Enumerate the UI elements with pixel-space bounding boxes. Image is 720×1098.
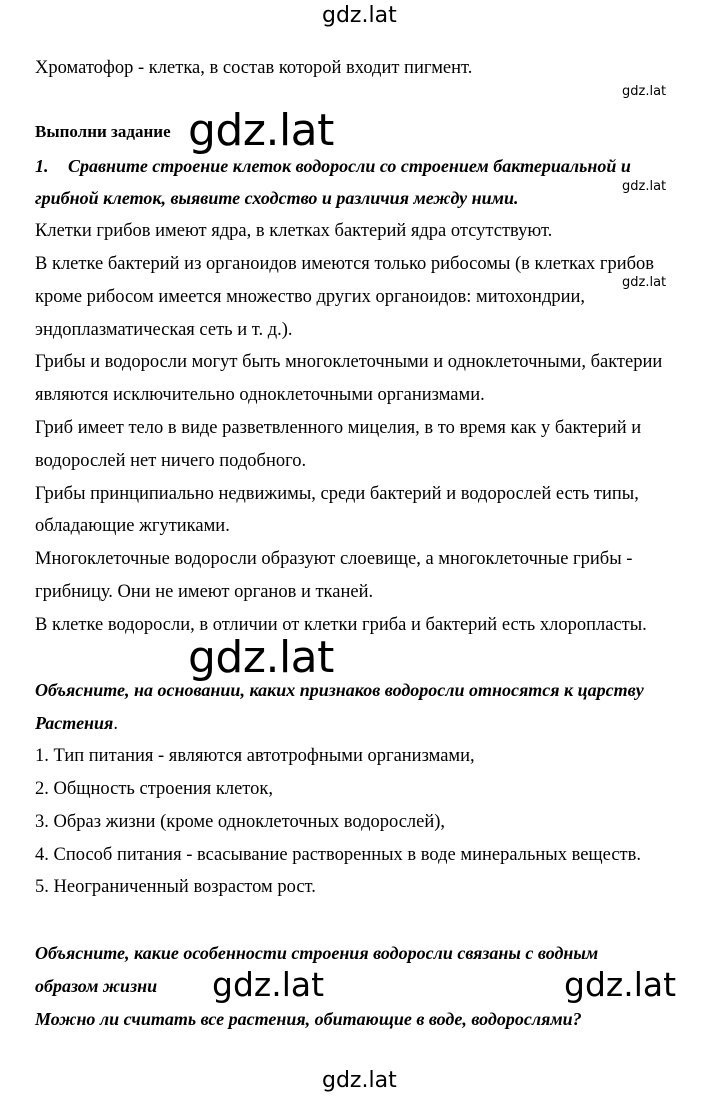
answer-line: Клетки грибов имеют ядра, в клетках бактерий ядра отсутствуют.: [35, 221, 553, 241]
answer-line: водорослей нет ничего подобного.: [35, 451, 307, 471]
answer-line: Гриб имеет тело в виде разветвленного мицелия, в то время как у бактерий и: [35, 418, 642, 438]
answer-line: В клетке бактерий из органоидов имеются только рибосомы (в клетках грибов: [35, 254, 654, 274]
definition-text: Хроматофор - клетка, в состав которой входит пигмент.: [35, 58, 473, 78]
question-text: Сравните строение клеток водоросли со строением бактериальной и: [68, 156, 631, 176]
answer-line: кроме рибосом имеется множество других органоидов: митохондрии,: [35, 287, 586, 307]
question-1-line-1: [35, 156, 631, 177]
list-item: 5. Неограниченный возрастом рост.: [35, 877, 316, 897]
answer-line: обладающие жгутиками.: [35, 516, 230, 536]
watermark-small: gdz.lat: [622, 84, 667, 99]
watermark-mid: gdz.lat: [212, 965, 325, 1004]
list-item: 1. Тип питания - являются автотрофными организмами,: [35, 746, 475, 766]
question-text-tail: .: [113, 714, 118, 734]
answer-line: грибницу. Они не имеют органов и тканей.: [35, 582, 374, 602]
list-item: 3. Образ жизни (кроме одноклеточных водорослей),: [35, 812, 446, 832]
watermark-small: gdz.lat: [622, 275, 667, 290]
question-2-line-1: Объясните, на основании, каких признаков водоросли относятся к царству: [35, 680, 644, 700]
list-item: 4. Способ питания - всасывание растворенных в воде минеральных веществ.: [35, 845, 641, 865]
answer-line: В клетке водоросли, в отличии от клетки гриба и бактерий есть хлоропласты.: [35, 615, 647, 635]
watermark-bottom: gdz.lat: [322, 1068, 397, 1093]
question-3-line-1: Объясните, какие особенности строения водоросли связаны с водным: [35, 943, 599, 963]
question-3-line-2: образом жизни: [35, 976, 158, 996]
list-item: 2. Общность строения клеток,: [35, 779, 274, 799]
answer-line: эндоплазматическая сеть и т. д.).: [35, 320, 293, 340]
question-4: Можно ли считать все растения, обитающие в воде, водорослями?: [35, 1009, 582, 1029]
watermark-top: gdz.lat: [322, 3, 397, 28]
question-text: Растения: [35, 713, 114, 733]
watermark-big: gdz.lat: [188, 632, 334, 683]
question-1-line-2: грибной клеток, выявите сходство и различия между ними.: [35, 188, 519, 208]
answer-line: являются исключительно одноклеточными организмами.: [35, 385, 485, 405]
answer-line: Грибы принципиально недвижимы, среди бактерий и водорослей есть типы,: [35, 484, 639, 504]
watermark-small: gdz.lat: [622, 179, 667, 194]
watermark-mid: gdz.lat: [564, 965, 677, 1004]
question-2-line-2: [35, 713, 118, 735]
task-heading: Выполни задание: [35, 122, 171, 141]
answer-line: Многоклеточные водоросли образуют слоевище, а многоклеточные грибы -: [35, 549, 633, 569]
question-number: 1.: [35, 156, 49, 176]
answer-line: Грибы и водоросли могут быть многоклеточными и одноклеточными, бактерии: [35, 352, 663, 372]
watermark-big: gdz.lat: [188, 105, 334, 156]
